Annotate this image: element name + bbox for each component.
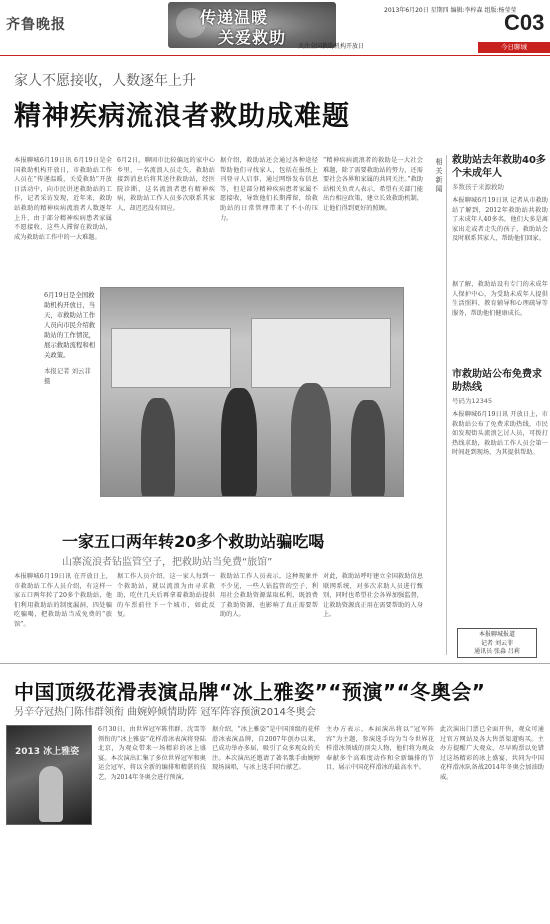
sidebar-subhead-2: 号码为12345 [452, 397, 493, 405]
sidebar-subhead-1: 多数孩子来源救助 [452, 183, 504, 191]
sidebar-headline-2: 市救助站公布免费求助热线 [452, 369, 542, 393]
skating-poster [6, 725, 92, 825]
masthead [0, 0, 550, 56]
banner-subtitle: 关注全国救助机构开放日 [298, 43, 365, 50]
photo-person [351, 400, 385, 497]
sidebar-text-3: 本报聊城6月19日讯 开放日上，市救助站公布了免费求助热线，市民如发现街头流浪乞讨人员，可拨打热线求助，救助站工作人员会第一时间赶到现场，为其提供帮助。 [452, 411, 548, 457]
section-divider [0, 663, 550, 664]
date-line: 2013年6月20日 星期四 编辑:李梓森 组版:杨莹莹 [384, 7, 517, 14]
skater-figure [39, 766, 63, 822]
photo-person [221, 388, 257, 497]
sidebar-label: 相关新闻 [435, 158, 443, 193]
editor-line: 本报聊城报道 [478, 631, 515, 638]
news-photo [100, 287, 404, 497]
sub-story-col-4: 对此，救助站呼吁建立全国救助信息联网系统，对多次求助人员进行甄别，同时也希望社会各界加强监督，让救助资源真正用在需要帮助的人身上。 [323, 573, 423, 619]
sub-story-col-3: 救助站工作人员表示，这种现象并不少见，一些人钻监管的空子，利用社会救助资源谋取私利，既浪费了救助资源，也影响了真正需要帮助的人。 [220, 573, 318, 619]
photo-credit: 本报记者 刘云菲 摄 [44, 367, 91, 385]
article-kicker: 家人不愿接收，人数逐年上升 [14, 73, 196, 89]
bottom-col-3: 主办方表示，本届演出将以“冠军阵容”为主题，参演选手均为当今世界花样滑冰领域的顶尖人物，他们将为观众奉献多个高难度动作和全新编排的节目，展示中国花样滑冰的最高水平。 [326, 726, 434, 772]
photo-person [141, 398, 175, 497]
bottom-headline: 中国顶级花滑表演品牌“冰上雅姿”“预演”“冬奥会” [14, 680, 486, 704]
bottom-col-2: 据介绍，“冰上雅姿”是中国顶级的花样滑冰表演品牌，自2007年创办以来，已成功举办多届，吸引了众多观众的关注。本次演出还邀请了著名歌手曲婉婷现场演唱，与冰上选手同台献艺。 [212, 726, 320, 772]
editor-credit-box [457, 628, 537, 658]
article-col-4: “精神疾病流浪者的救助是一大社会难题，除了需要救助站的努力，还需要社会各界和家属的共同关注。”救助站相关负责人表示，希望有关部门能出台相应政策，建立长效救助机制，让他们得到更好的照顾。 [323, 157, 423, 212]
sidebar-text-2: 据了解，救助站设有专门的未成年人保护中心，为受助未成年人提供生活照料、教育辅导和心理疏导等服务，帮助他们健康成长。 [452, 281, 548, 317]
newspaper-brand: 齐鲁晚报 [6, 17, 66, 33]
sub-story-col-2: 据工作人员介绍，这一家人每到一个救助站，就以流浪为由寻求救助，吃住几天后再拿着救助站提供的车票前往下一个城市，如此反复。 [117, 573, 215, 619]
sub-story-title: 一家五口两年转20多个救助站骗吃喝 [62, 532, 325, 551]
page-number: C03 [504, 10, 545, 35]
poster-title: 2013 冰上雅姿 [15, 747, 80, 757]
article-col-2: 6月2日，聊固市比较偏远的家中心乡里，一名流浪人员走失，救助站接到消息后将其送往救助站，经医院诊断，这名流浪者患有精神疾病，救助站工作人员多次联系其家人，却迟迟没有回应。 [117, 157, 215, 212]
bottom-col-1: 6月30日，由世界冠军陈伟群、沈雪等领衔的“冰上雅姿”花样滑冰表演将登陆北京，为观众带来一场精彩的冰上盛宴。本次演出汇集了多位世界冠军和奥运会冠军，将以全新的编排和精湛的技艺，为2014年冬奥会进行预演。 [98, 726, 206, 781]
banner-title-2: 关爱救助 [218, 28, 287, 47]
sidebar-text-1: 本报聊城6月19日讯 记者从市救助站了解到，2012年救助站共救助了未成年人40多名，他们大多是离家出走或者走失的孩子，救助站会及时联系其家人，帮助他们回家。 [452, 197, 548, 243]
article-col-1: 本报聊城6月19日讯 6月19日是全国救助机构开放日，市救助站工作人员在“传递温暖，关爱救助”开放日活动中，向市民讲述救助站的工作，记者采访发现，近年来，救助站救助的精神疾病流浪者人数逐年上升，由于部分精神疾病患者家属不愿接收，这些人滞留在救助站，成为救助站工作中的一大难题。 [14, 157, 112, 241]
photo-display-board [251, 318, 391, 388]
article-headline: 精神疾病流浪者救助成难题 [14, 101, 350, 132]
section-tag: 今日聊城 [478, 42, 550, 53]
editor-line: 通讯员 张淼 吕莉 [474, 648, 520, 655]
photo-caption-text: 6月19日是全国救助机构开放日，当天，市救助站工作人员向市民介绍救助站的工作情况，展示救助流程和相关政策。 [44, 291, 96, 359]
photo-caption [44, 290, 98, 460]
sub-story-deck: 山寨流浪者钻监管空子，把救助站当免费“旅馆” [62, 557, 273, 568]
sidebar-divider [446, 155, 447, 655]
bottom-deck: 另辛夺冠热门陈伟群领衔 曲婉婷倾情助阵 冠军阵容预演2014冬奥会 [14, 707, 316, 718]
photo-display-board [111, 328, 231, 388]
header-rule [0, 55, 550, 56]
article-col-3: 据介绍，救助站还会通过各种途径帮助他们寻找家人，包括在报纸上刊登寻人启事，通过网络发布信息等，但是部分精神疾病患者家属不愿接收，导致他们长期滞留，给救助站的日常管理带来了不小的压力。 [220, 157, 318, 222]
sub-story-col-1: 本报聊城6月19日讯 在开放日上，市救助站工作人员介绍，有这样一家五口两年转了20多个救助站，他们利用救助站的制度漏洞，四处骗吃骗喝，把救助站当成免费的“旅馆”。 [14, 573, 112, 628]
sidebar-headline-1: 救助站去年救助40多个未成年人 [452, 155, 546, 179]
editor-line: 记者 刘云菲 [481, 639, 513, 647]
photo-person [291, 383, 331, 497]
bottom-col-4: 此次演出门票已全面开售，观众可通过官方网站及各大售票渠道购买。主办方提醒广大观众，尽早购票以免错过这场精彩的冰上盛宴，共同为中国花样滑冰队备战2014年冬奥会加油助威。 [440, 726, 544, 781]
banner-title-1: 传递温暖 [200, 8, 269, 27]
